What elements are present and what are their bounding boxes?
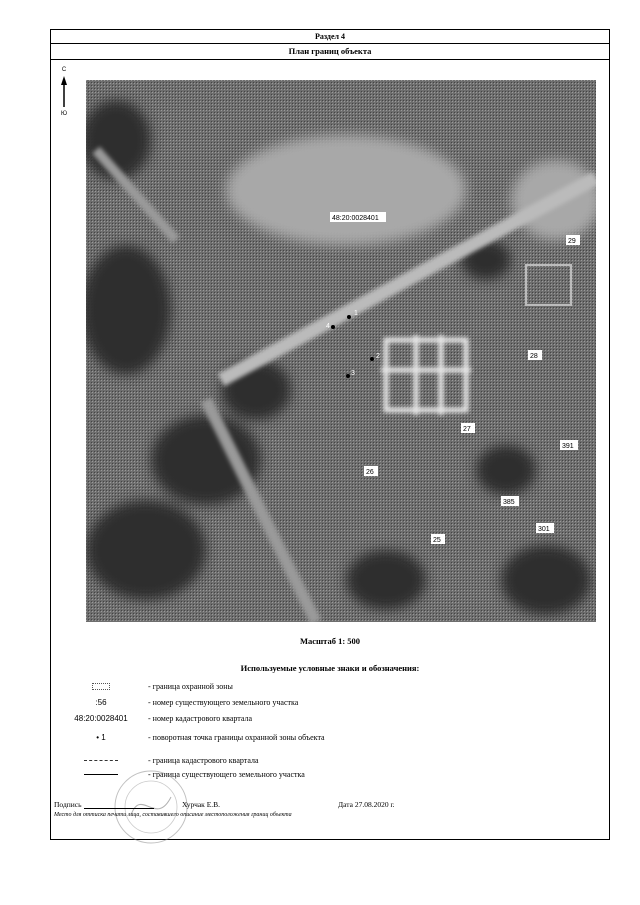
map-parcel-label: 28 — [530, 353, 538, 360]
scale-label: Масштаб 1: 500 — [299, 636, 361, 646]
map-parcel-label: 25 — [433, 537, 441, 544]
legend-item: - граница кадастрового квартала — [51, 754, 609, 768]
map-point-label: 3 — [351, 370, 355, 377]
map-point-label: 2 — [376, 353, 380, 360]
map-quarter-label: 48:20:0028401 — [332, 215, 379, 222]
signature-field: Подпись — [54, 800, 156, 809]
parcel-number-symbol: :56 — [95, 698, 107, 707]
map-parcel-label: 301 — [538, 526, 550, 533]
turning-point-symbol: • 1 — [96, 733, 106, 742]
section-header: Раздел 4 — [51, 30, 609, 44]
protection-zone-symbol — [61, 680, 141, 694]
map-parcel-label: 385 — [503, 499, 515, 506]
plan-title: План границ объекта — [51, 44, 609, 60]
legend-item: - граница существующего земельного участка — [51, 768, 609, 782]
map-parcel-label: 27 — [463, 426, 471, 433]
aerial-map — [86, 80, 596, 622]
map-point-label: 4 — [326, 323, 330, 330]
aerial-map-image — [86, 80, 596, 622]
quarter-boundary-symbol — [61, 754, 141, 768]
legend-item: 48:20:0028401 - номер кадастрового квартала — [51, 712, 609, 726]
south-label: Ю — [60, 111, 68, 117]
legend-title: Используемые условные знаки и обозначения: — [240, 663, 420, 673]
legend-item: - граница охранной зоны — [51, 680, 609, 694]
map-parcel-label: 29 — [568, 238, 576, 245]
map-parcel-label: 391 — [562, 443, 574, 450]
signature-date: Дата 27.08.2020 г. — [338, 800, 395, 809]
signature-line — [84, 800, 154, 809]
map-point-label: 1 — [354, 310, 358, 317]
document-frame — [50, 29, 610, 840]
north-label: С — [61, 67, 67, 73]
map-parcel-label: 26 — [366, 469, 374, 476]
signer-name: Хурчак Е.В. — [182, 800, 221, 809]
stamp-note: Место для оттиска печати лица, составившего описание местоположения границ объекта — [54, 812, 292, 818]
legend-item: :56 - номер существующего земельного участка — [51, 696, 609, 710]
quarter-number-symbol: 48:20:0028401 — [74, 714, 128, 723]
legend-item: • 1 - поворотная точка границы охранной зоны объекта — [51, 731, 609, 745]
north-arrow — [57, 67, 71, 123]
